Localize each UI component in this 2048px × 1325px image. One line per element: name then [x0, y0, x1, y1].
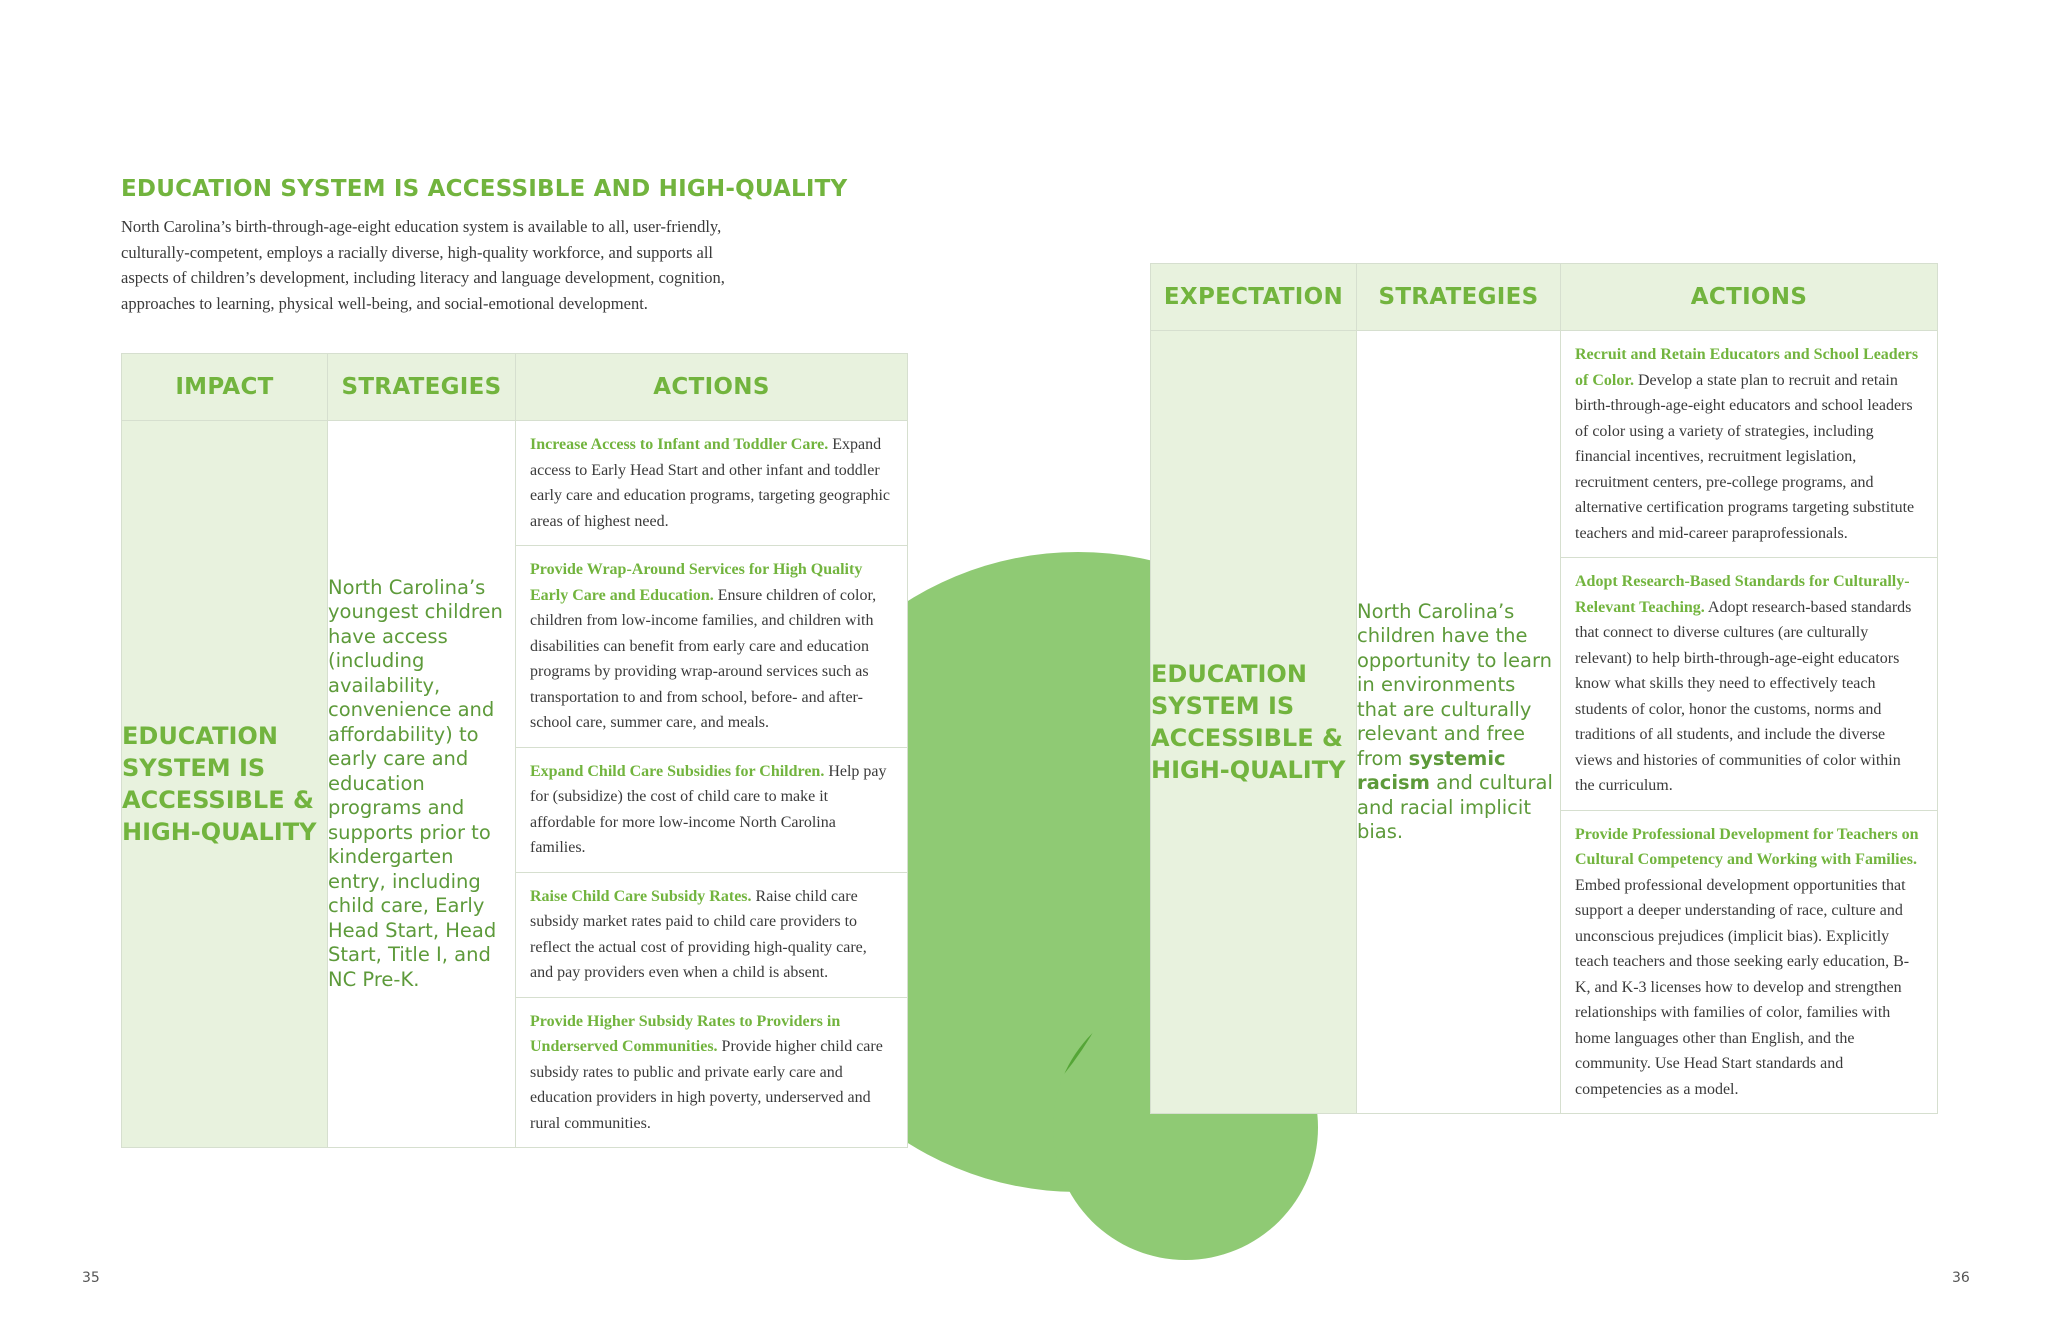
- action-item: [1561, 558, 1937, 811]
- page-number-left: 35: [82, 1270, 100, 1286]
- table-row: [1151, 331, 1938, 1114]
- action-item: [516, 998, 907, 1148]
- action-item: [1561, 811, 1937, 1114]
- action-item: [516, 546, 907, 748]
- action-title: Expand Child Care Subsidies for Children.: [530, 762, 825, 780]
- action-text: Help pay for (subsidize) the cost of child care to make it affordable for more low-income North Carolina families.: [530, 762, 887, 856]
- table-header-row: [1151, 264, 1938, 331]
- strategy-emphasis: systemic racism: [1357, 746, 1506, 794]
- action-text: Embed professional development opportunities that support a deeper understanding of race, culture and unconscious prejudices (implicit bias). Explicitly teach teachers and those seeking early education, B-K, and K-3 licenses how to develop and strengthen relationships with families of color, families with home languages other than English, and the community. Use Head Start standards and competencies as a model.: [1575, 876, 1910, 1098]
- strategy-cell: [1357, 331, 1561, 1114]
- header-expectation: EXPECTATION: [1151, 264, 1357, 331]
- header-actions: ACTIONS: [1561, 264, 1938, 331]
- impact-table: [121, 353, 908, 1148]
- action-title: Recruit and Retain Educators and School Leaders of Color.: [1575, 346, 1919, 389]
- action-item: [516, 748, 907, 873]
- table-header-row: [122, 354, 908, 421]
- header-strategies: STRATEGIES: [1357, 264, 1561, 331]
- action-title: Provide Higher Subsidy Rates to Providers in Underserved Communities.: [530, 1012, 841, 1055]
- action-title: Raise Child Care Subsidy Rates.: [530, 887, 752, 905]
- action-title: Adopt Research-Based Standards for Culturally-Relevant Teaching.: [1575, 573, 1910, 616]
- header-impact: IMPACT: [122, 354, 328, 421]
- actions-cell: [516, 421, 908, 1148]
- action-text: Expand access to Early Head Start and other infant and toddler early care and education programs, targeting geographic areas of highest need.: [530, 436, 890, 530]
- action-text: Adopt research-based standards that connect to diverse cultures (are culturally relevant) to help birth-through-age-eight educators know what skills they need to effectively teach students of color, honor the customs, norms and traditions of all students, and include the diverse views and histories of communities of color within the curriculum.: [1575, 598, 1912, 794]
- action-title: Increase Access to Infant and Toddler Care.: [530, 436, 829, 453]
- impact-cell: EDUCATION SYSTEM IS ACCESSIBLE & HIGH-QUALITY: [122, 421, 328, 1148]
- action-item: [516, 421, 907, 546]
- action-text: Ensure children of color, children from low-income families, and children with disabilities can benefit from early care and education programs by providing wrap-around services such as transportation to and from school, before- and after-school care, summer care, and meals.: [530, 586, 877, 731]
- section-intro: North Carolina’s birth-through-age-eight education system is available to all, user-friendly, culturally-competent, employs a racially diverse, high-quality workforce, and supports all aspects of children’s development, including literacy and language development, cognition, approaches to learning, physical well-being, and social-emotional development.: [121, 217, 725, 313]
- action-text: Raise child care subsidy market rates paid to child care providers to reflect the actual cost of providing high-quality care, and pay providers even when a child is absent.: [530, 887, 867, 981]
- strategy-text-end: and cultural and racial implicit bias.: [1357, 771, 1553, 843]
- strategy-cell: North Carolina’s youngest children have access (including availability, convenience and affordability) to early care and education programs and supports prior to kindergarten entry, including child care, Early Head Start, Head Start, Title I, and NC Pre-K.: [328, 421, 516, 1148]
- expectation-table: [1150, 263, 1938, 1114]
- action-text: Provide higher child care subsidy rates to public and private early care and education providers in high poverty, underserved and rural communities.: [530, 1038, 883, 1132]
- expectation-cell: EDUCATION SYSTEM IS ACCESSIBLE & HIGH-QUALITY: [1151, 331, 1357, 1114]
- section-title: EDUCATION SYSTEM IS ACCESSIBLE AND HIGH-QUALITY: [121, 176, 848, 202]
- action-title: Provide Wrap-Around Services for High Quality Early Care and Education.: [530, 561, 863, 604]
- header-actions: ACTIONS: [516, 354, 908, 421]
- table-row: [122, 421, 908, 1148]
- header-strategies: STRATEGIES: [328, 354, 516, 421]
- action-item: [1561, 331, 1937, 558]
- action-title: Provide Professional Development for Teachers on Cultural Competency and Working with Families.: [1575, 825, 1919, 868]
- page-number-right: 36: [1952, 1270, 1970, 1286]
- action-text: Develop a state plan to recruit and retain birth-through-age-eight educators and school leaders of color using a variety of strategies, including financial incentives, recruitment legislation, recruitment centers, pre-college programs, and alternative certification programs targeting substitute teachers and mid-career paraprofessionals.: [1575, 371, 1915, 542]
- actions-cell: [1561, 331, 1938, 1114]
- strategy-text: North Carolina’s children have the opportunity to learn in environments that are culturally relevant and free from: [1357, 599, 1552, 770]
- action-item: [516, 873, 907, 998]
